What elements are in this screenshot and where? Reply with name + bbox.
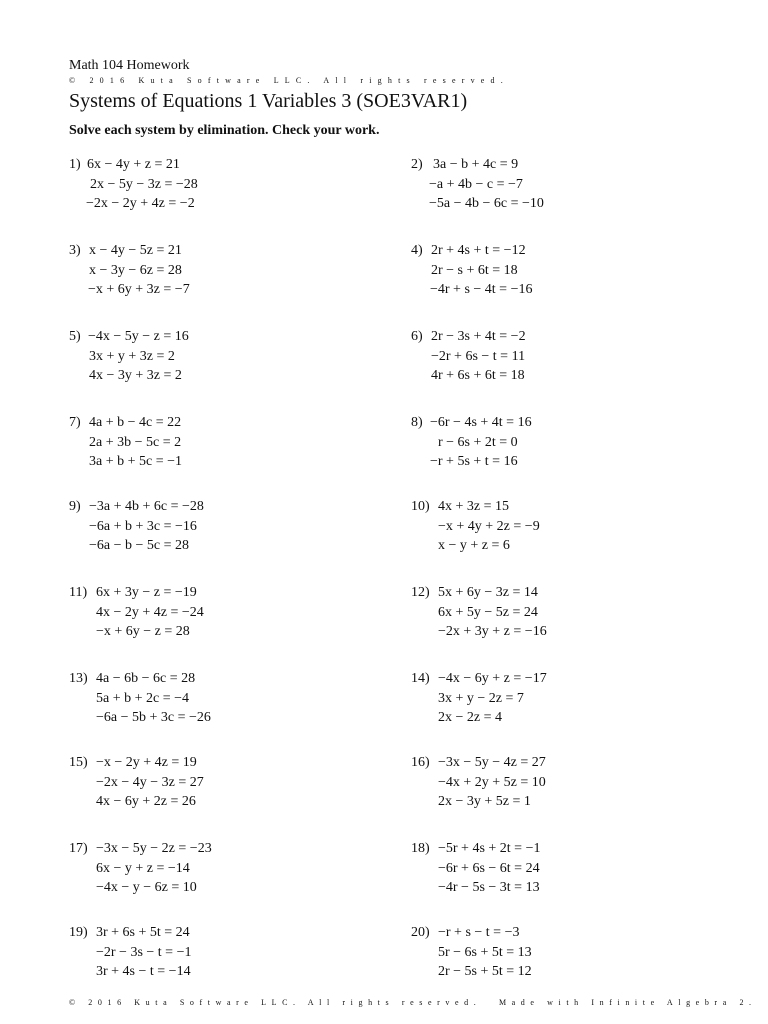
problem-number: 20) bbox=[411, 925, 430, 940]
equation: −4x − y − 6z = 10 bbox=[96, 880, 197, 895]
equation: 2x − 2z = 4 bbox=[438, 710, 503, 725]
equation: −2x − 4y − 3z = 27 bbox=[96, 774, 204, 790]
equation: −4x − 6y + z = −17 bbox=[438, 671, 547, 686]
worksheet-title: Systems of Equations 1 Variables 3 (SOE3VAR1) bbox=[69, 90, 468, 112]
problem-number: 7) bbox=[69, 415, 81, 430]
equation: −x − 2y + 4z = 19 bbox=[96, 755, 197, 770]
problem-number: 4) bbox=[411, 243, 423, 258]
equation: −6r − 4s + 4t = 16 bbox=[430, 415, 532, 430]
problem-number: 9) bbox=[69, 499, 81, 514]
equation: 2r + 4s + t = −12 bbox=[431, 243, 526, 258]
equation: −3a + 4b + 6c = −28 bbox=[89, 499, 204, 514]
equation: 5x + 6y − 3z = 14 bbox=[438, 585, 538, 600]
footer bbox=[69, 998, 757, 1007]
problem-number: 18) bbox=[411, 841, 430, 856]
equation: 5a + b + 2c = −4 bbox=[96, 690, 190, 706]
equation: x − y + z = 6 bbox=[438, 538, 510, 553]
equation: 6x + 5y − 5z = 24 bbox=[438, 604, 538, 620]
problem-number: 5) bbox=[69, 329, 81, 344]
equation: 6x + 3y − z = −19 bbox=[96, 585, 197, 600]
equation: 4x + 3z = 15 bbox=[438, 499, 510, 514]
equation: −2r − 3s − t = −1 bbox=[96, 944, 192, 960]
equation: −r + 5s + t = 16 bbox=[430, 454, 518, 469]
problem-number: 15) bbox=[69, 755, 88, 770]
equation: −x + 6y + 3z = −7 bbox=[88, 282, 190, 297]
equation: −6a − b − 5c = 28 bbox=[89, 538, 190, 553]
copyright-header: © 2016 Kuta Software LLC. All rights reserved. bbox=[69, 76, 509, 85]
equation: 2r − 5s + 5t = 12 bbox=[438, 964, 532, 979]
equation: −x + 4y + 2z = −9 bbox=[438, 518, 540, 534]
equation: 4x − 3y + 3z = 2 bbox=[89, 368, 182, 383]
problem-number: 11) bbox=[69, 585, 88, 600]
equation: 3a + b + 5c = −1 bbox=[89, 454, 183, 469]
problem-number: 19) bbox=[69, 925, 88, 940]
equation: −3x − 5y − 4z = 27 bbox=[438, 755, 546, 770]
equation: 3a − b + 4c = 9 bbox=[433, 157, 519, 172]
equation: 4a + b − 4c = 22 bbox=[89, 415, 182, 430]
equation: r − 6s + 2t = 0 bbox=[438, 434, 518, 450]
problem-number: 2) bbox=[411, 157, 423, 172]
equation: −a + 4b − c = −7 bbox=[429, 176, 523, 192]
equation: −6a − 5b + 3c = −26 bbox=[96, 710, 211, 725]
equation: −4x − 5y − z = 16 bbox=[88, 329, 189, 344]
equation: x − 4y − 5z = 21 bbox=[89, 243, 182, 258]
problem-number: 10) bbox=[411, 499, 430, 514]
equation: −2x − 2y + 4z = −2 bbox=[86, 196, 195, 211]
problem-number: 1) bbox=[69, 157, 81, 172]
equation: 3x + y + 3z = 2 bbox=[89, 348, 175, 364]
equation: −5r + 4s + 2t = −1 bbox=[438, 841, 541, 856]
equation: 2r − s + 6t = 18 bbox=[431, 262, 518, 278]
equation: 2x − 3y + 5z = 1 bbox=[438, 794, 531, 809]
equation: −6r + 6s − 6t = 24 bbox=[438, 860, 540, 876]
instructions: Solve each system by elimination. Check your work. bbox=[69, 123, 380, 138]
equation: 3r + 4s − t = −14 bbox=[96, 964, 191, 979]
equation: x − 3y − 6z = 28 bbox=[89, 262, 182, 278]
problem-number: 12) bbox=[411, 585, 430, 600]
equation: −r + s − t = −3 bbox=[438, 925, 520, 940]
copyright-footer: © 2016 Kuta Software LLC. All rights reserved. bbox=[69, 998, 482, 1007]
equation: 5r − 6s + 5t = 13 bbox=[438, 944, 532, 960]
equation: 3r + 6s + 5t = 24 bbox=[96, 925, 190, 940]
equation: −2x + 3y + z = −16 bbox=[438, 624, 547, 639]
problem-number: 16) bbox=[411, 755, 430, 770]
equation: −4r − 5s − 3t = 13 bbox=[438, 880, 540, 895]
equation: −5a − 4b − 6c = −10 bbox=[429, 196, 544, 211]
equation: 6x − 4y + z = 21 bbox=[87, 157, 180, 172]
equation: 4x − 2y + 4z = −24 bbox=[96, 604, 204, 620]
problem-number: 8) bbox=[411, 415, 423, 430]
problem-number: 17) bbox=[69, 841, 88, 856]
made-with: Made with Infinite Algebra 2. bbox=[498, 998, 757, 1007]
equation: −2r + 6s − t = 11 bbox=[431, 348, 526, 364]
course-name: Math 104 Homework bbox=[69, 58, 190, 73]
equation: 3x + y − 2z = 7 bbox=[438, 690, 524, 706]
equation: 4x − 6y + 2z = 26 bbox=[96, 794, 196, 809]
equation: −6a + b + 3c = −16 bbox=[89, 518, 197, 534]
equation: −3x − 5y − 2z = −23 bbox=[96, 841, 212, 856]
equation: −4x + 2y + 5z = 10 bbox=[438, 774, 546, 790]
equation: 6x − y + z = −14 bbox=[96, 860, 190, 876]
problem-number: 13) bbox=[69, 671, 88, 686]
equation: 2a + 3b − 5c = 2 bbox=[89, 434, 182, 450]
problem-number: 6) bbox=[411, 329, 423, 344]
equation: 4r + 6s + 6t = 18 bbox=[431, 368, 525, 383]
problem-number: 3) bbox=[69, 243, 81, 258]
equation: 4a − 6b − 6c = 28 bbox=[96, 671, 196, 686]
equation: 2x − 5y − 3z = −28 bbox=[90, 176, 198, 192]
equation: −4r + s − 4t = −16 bbox=[430, 282, 533, 297]
equation: 2r − 3s + 4t = −2 bbox=[431, 329, 526, 344]
equation: −x + 6y − z = 28 bbox=[96, 624, 190, 639]
problem-number: 14) bbox=[411, 671, 430, 686]
